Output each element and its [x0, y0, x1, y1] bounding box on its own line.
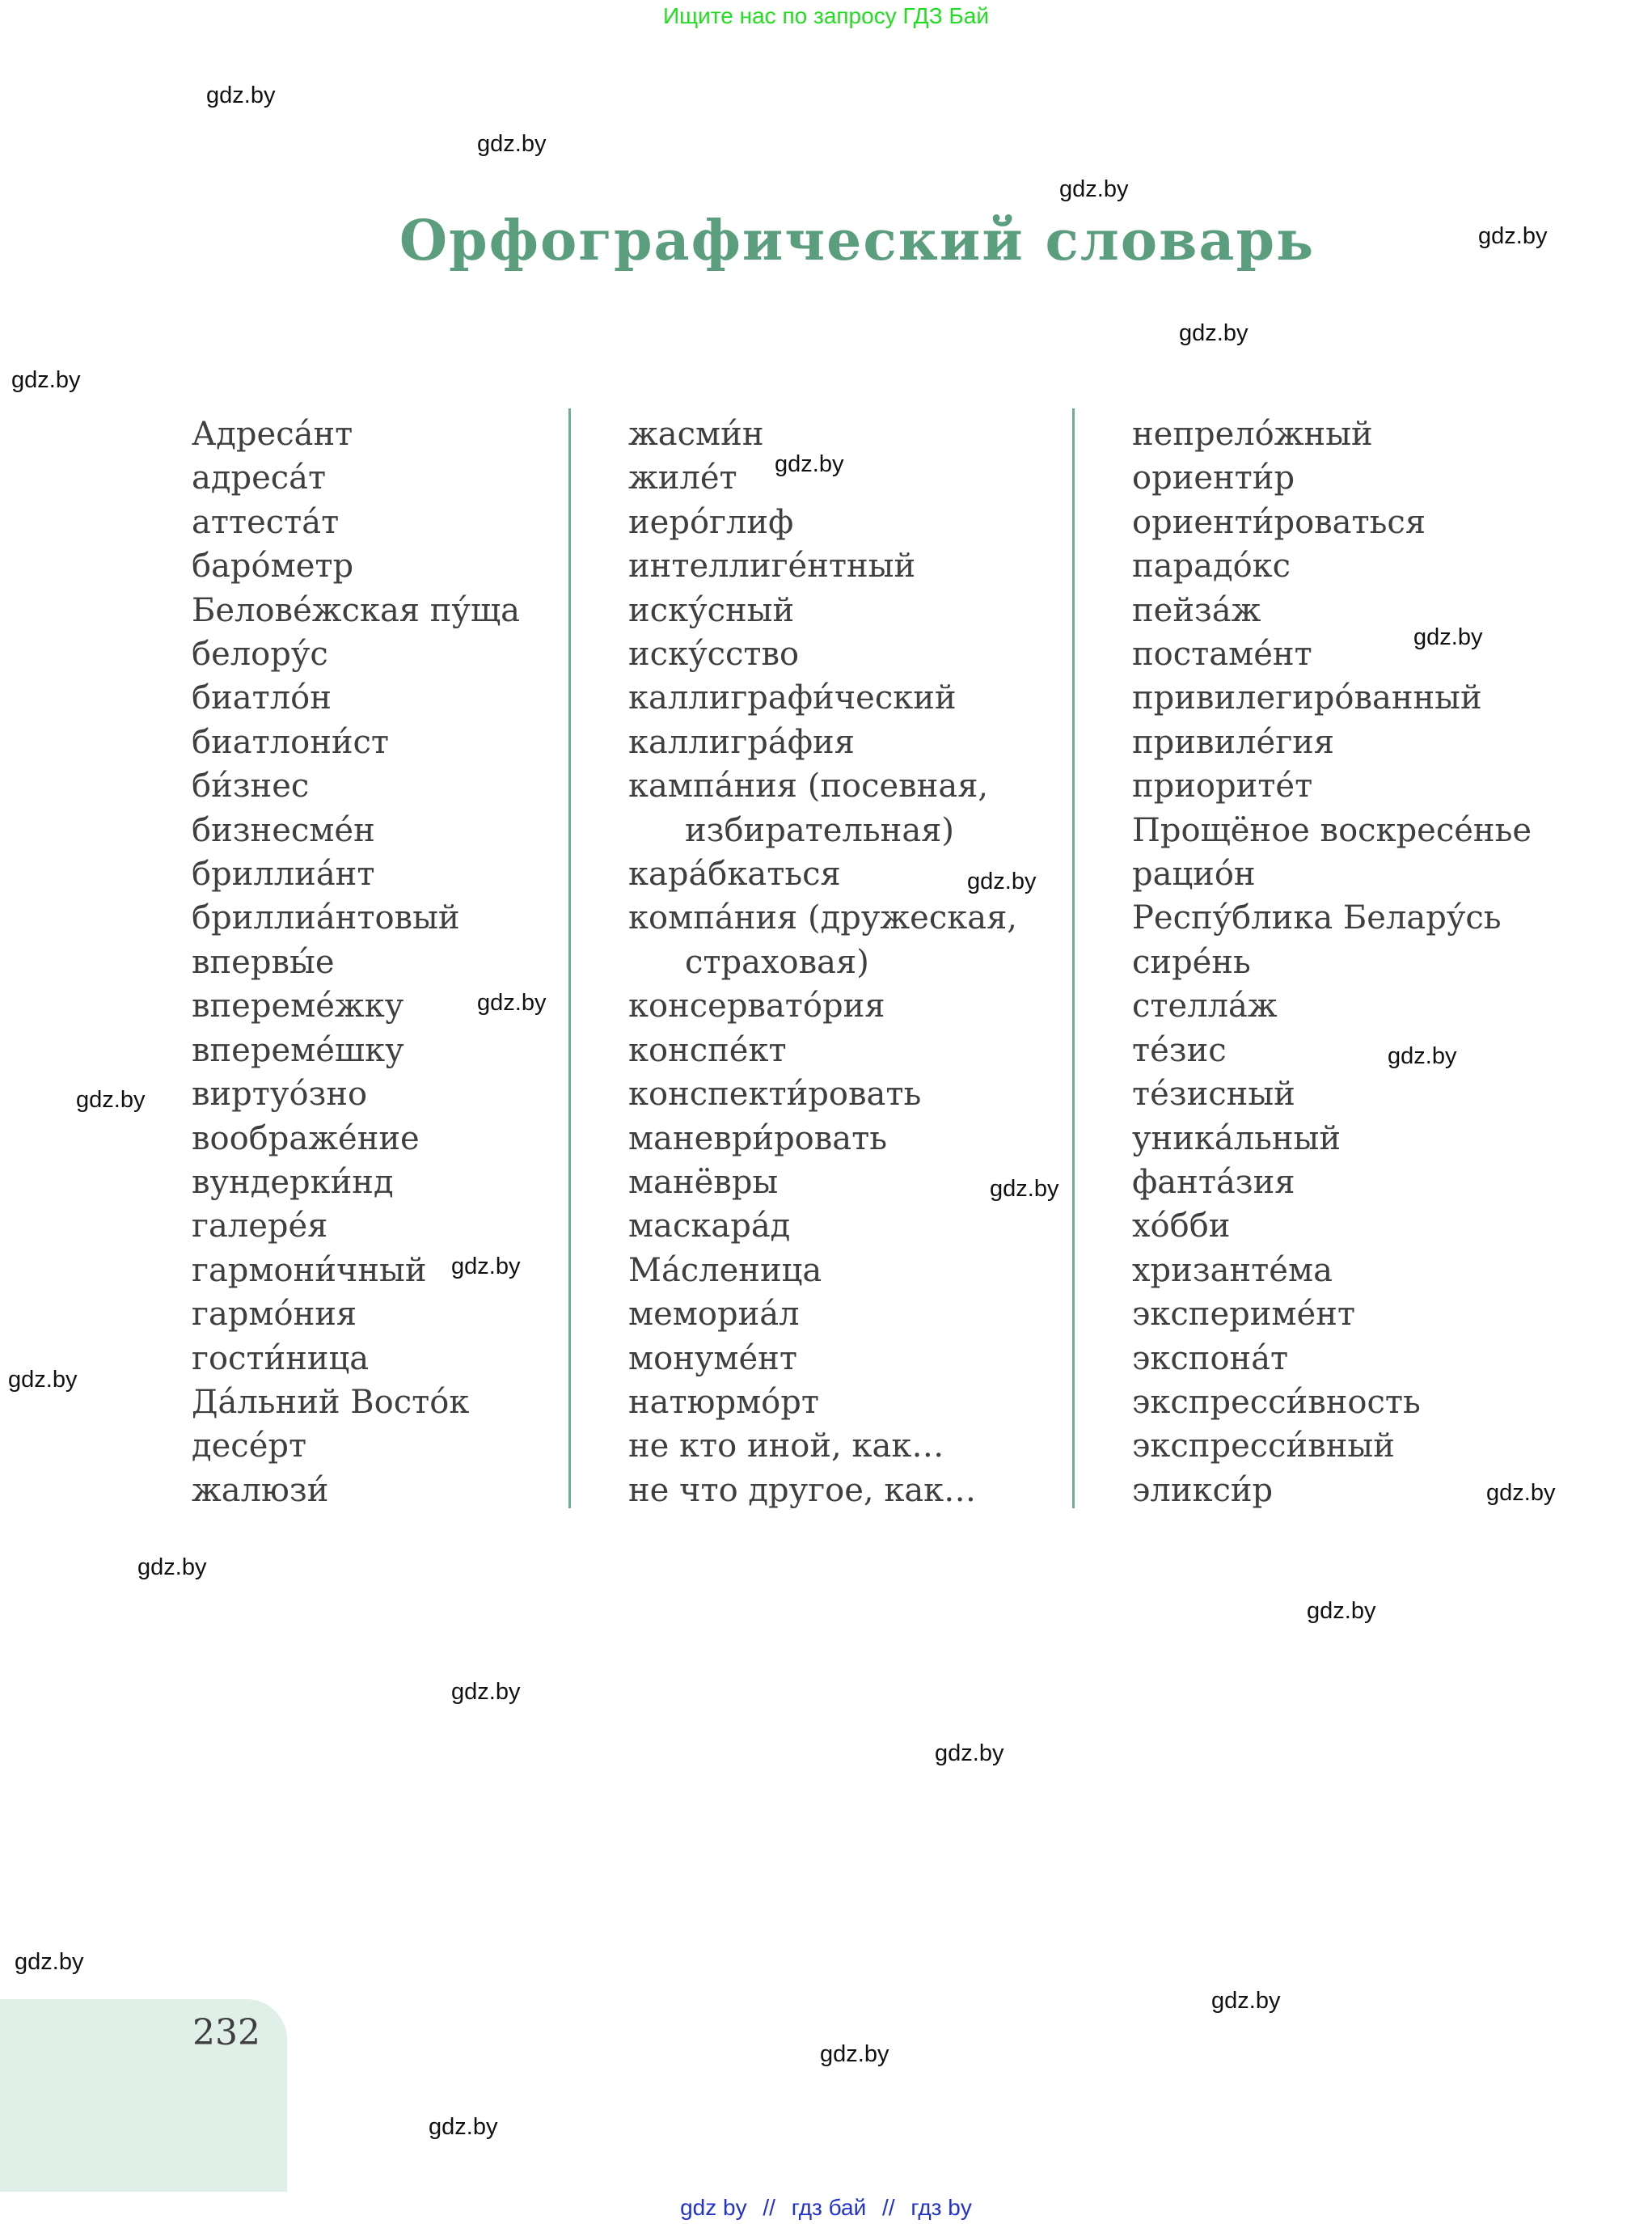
dictionary-entry: бриллиа́нтовый — [192, 899, 460, 937]
dictionary-entry: гармо́ния — [192, 1296, 357, 1334]
dictionary-entry: избирательная) — [685, 811, 955, 849]
dictionary-entry: баро́метр — [192, 548, 354, 586]
dictionary-entry: экспериме́нт — [1132, 1296, 1355, 1334]
dictionary-entry: кампа́ния (посевная, — [628, 767, 989, 805]
dictionary-entry: пейза́ж — [1132, 591, 1261, 629]
bottom-links — [0, 2195, 1652, 2221]
dictionary-entry: постаме́нт — [1132, 636, 1312, 674]
dictionary-entry: каллигра́фия — [628, 723, 855, 761]
watermark: gdz.by — [775, 451, 844, 477]
watermark: gdz.by — [451, 1679, 521, 1705]
dictionary-entry: впереме́жку — [192, 987, 404, 1025]
dictionary-entry: ориенти́р — [1132, 459, 1295, 497]
page-number: 232 — [192, 2012, 260, 2053]
watermark: gdz.by — [820, 2041, 889, 2067]
dictionary-entry: гости́ница — [192, 1339, 370, 1377]
dictionary-entry: Респу́блика Белару́сь — [1132, 899, 1502, 937]
dictionary-entry: те́зисный — [1132, 1076, 1295, 1114]
watermark: gdz.by — [1211, 1988, 1281, 2014]
column-divider — [1072, 408, 1075, 1508]
watermark: gdz.by — [451, 1254, 521, 1279]
dictionary-entry: фанта́зия — [1132, 1163, 1295, 1201]
dictionary-entry: стелла́ж — [1132, 987, 1278, 1025]
watermark: gdz.by — [1179, 320, 1249, 346]
dictionary-entry: галере́я — [192, 1207, 328, 1245]
dictionary-entry: привиле́гия — [1132, 723, 1335, 761]
dictionary-entry: интеллиге́нтный — [628, 548, 916, 586]
dictionary-entry: сире́нь — [1132, 943, 1251, 981]
dictionary-entry: кара́бкаться — [628, 856, 841, 894]
dictionary-entry: консервато́рия — [628, 987, 885, 1025]
dictionary-entry: экспона́т — [1132, 1339, 1289, 1377]
dictionary-entry: жиле́т — [628, 459, 737, 497]
watermark: gdz.by — [477, 990, 547, 1016]
dictionary-entry: конспе́кт — [628, 1031, 787, 1069]
dictionary-entry: экспресси́вность — [1132, 1383, 1421, 1421]
dictionary-entry: манёвры — [628, 1163, 779, 1201]
dictionary-entry: Прощёное воскресе́нье — [1132, 811, 1532, 849]
column-divider — [568, 408, 571, 1508]
dictionary-entry: бизнесме́н — [192, 811, 375, 849]
dictionary-entry: уника́льный — [1132, 1119, 1341, 1157]
watermark: gdz.by — [11, 367, 81, 393]
dictionary-entry: рацио́н — [1132, 856, 1256, 894]
footer-separator: // — [763, 2195, 775, 2220]
dictionary-column-2 — [628, 412, 1017, 1512]
dictionary-entry: мемориа́л — [628, 1296, 800, 1334]
watermark: gdz.by — [935, 1740, 1004, 1766]
dictionary-entry: маневри́ровать — [628, 1119, 888, 1157]
dictionary-entry: жалюзи́ — [192, 1471, 329, 1509]
dictionary-entry: Адреса́нт — [192, 416, 353, 453]
watermark: gdz.by — [967, 869, 1037, 894]
dictionary-entry: те́зис — [1132, 1031, 1227, 1069]
dictionary-entry: гармони́чный — [192, 1251, 427, 1289]
dictionary-entry: парадо́кс — [1132, 548, 1291, 586]
watermark: gdz.by — [137, 1554, 207, 1580]
watermark: gdz.by — [8, 1367, 78, 1393]
watermark: gdz.by — [1413, 624, 1483, 650]
dictionary-entry: иску́сный — [628, 591, 795, 629]
dictionary-entry: бриллиа́нт — [192, 856, 375, 894]
dictionary-entry: хризанте́ма — [1132, 1251, 1333, 1289]
watermark: gdz.by — [1478, 223, 1548, 249]
dictionary-entry: би́знес — [192, 767, 310, 805]
dictionary-entry: непрело́жный — [1132, 416, 1373, 453]
dictionary-entry: компа́ния (дружеская, — [628, 899, 1018, 937]
watermark: gdz.by — [76, 1087, 146, 1113]
dictionary-entry: маскара́д — [628, 1207, 791, 1245]
dictionary-entry: жасми́н — [628, 416, 764, 453]
dictionary-entry: Белове́жская пу́ща — [192, 591, 520, 629]
dictionary-entry: вундерки́нд — [192, 1163, 394, 1201]
dictionary-entry: страховая) — [685, 943, 869, 981]
dictionary-entry: адреса́т — [192, 459, 327, 497]
dictionary-entry: натюрмо́рт — [628, 1383, 819, 1421]
page-title: Орфографический словарь — [399, 209, 1316, 273]
dictionary-entry: хо́бби — [1132, 1207, 1231, 1245]
dictionary-entry: иеро́глиф — [628, 503, 794, 541]
dictionary-entry: аттеста́т — [192, 503, 340, 541]
watermark: gdz.by — [477, 131, 547, 157]
dictionary-entry: Да́льний Восто́к — [192, 1383, 470, 1421]
dictionary-column-1 — [192, 412, 520, 1512]
top-banner: Ищите нас по запросу ГДЗ Бай — [662, 3, 990, 28]
watermark: gdz.by — [1059, 176, 1129, 202]
watermark: gdz.by — [1307, 1598, 1376, 1624]
dictionary-entry: биатлони́ст — [192, 723, 390, 761]
footer-link[interactable]: gdz by — [680, 2195, 747, 2220]
footer-link[interactable]: гдз by — [911, 2195, 972, 2220]
dictionary-entry: не кто иной, как… — [628, 1427, 944, 1465]
watermark: gdz.by — [1486, 1480, 1556, 1506]
watermark: gdz.by — [990, 1176, 1059, 1202]
dictionary-entry: белору́с — [192, 636, 328, 674]
dictionary-entry: эликси́р — [1132, 1471, 1274, 1509]
dictionary-entry: воображе́ние — [192, 1119, 420, 1157]
footer-separator: // — [882, 2195, 895, 2220]
dictionary-entry: биатло́н — [192, 679, 332, 717]
footer-link[interactable]: гдз бай — [791, 2195, 867, 2220]
watermark: gdz.by — [206, 82, 276, 108]
dictionary-entry: Ма́сленица — [628, 1251, 822, 1289]
watermark: gdz.by — [429, 2114, 498, 2140]
watermark: gdz.by — [1388, 1043, 1457, 1069]
dictionary-entry: иску́сство — [628, 636, 800, 674]
dictionary-entry: конспекти́ровать — [628, 1076, 922, 1114]
dictionary-column-3 — [1132, 412, 1532, 1512]
dictionary-entry: впереме́шку — [192, 1031, 404, 1069]
dictionary-entry: десе́рт — [192, 1427, 307, 1465]
dictionary-entry: монуме́нт — [628, 1339, 797, 1377]
dictionary-entry: экспресси́вный — [1132, 1427, 1395, 1465]
dictionary-entry: не что другое, как… — [628, 1471, 977, 1509]
dictionary-entry: каллиграфи́ческий — [628, 679, 957, 717]
dictionary-entry: привилегиро́ванный — [1132, 679, 1482, 717]
dictionary-entry: виртуо́зно — [192, 1076, 368, 1114]
dictionary-entry: ориенти́роваться — [1132, 503, 1426, 541]
dictionary-entry: впервы́е — [192, 943, 335, 981]
dictionary-entry: приорите́т — [1132, 767, 1313, 805]
watermark: gdz.by — [15, 1949, 84, 1975]
